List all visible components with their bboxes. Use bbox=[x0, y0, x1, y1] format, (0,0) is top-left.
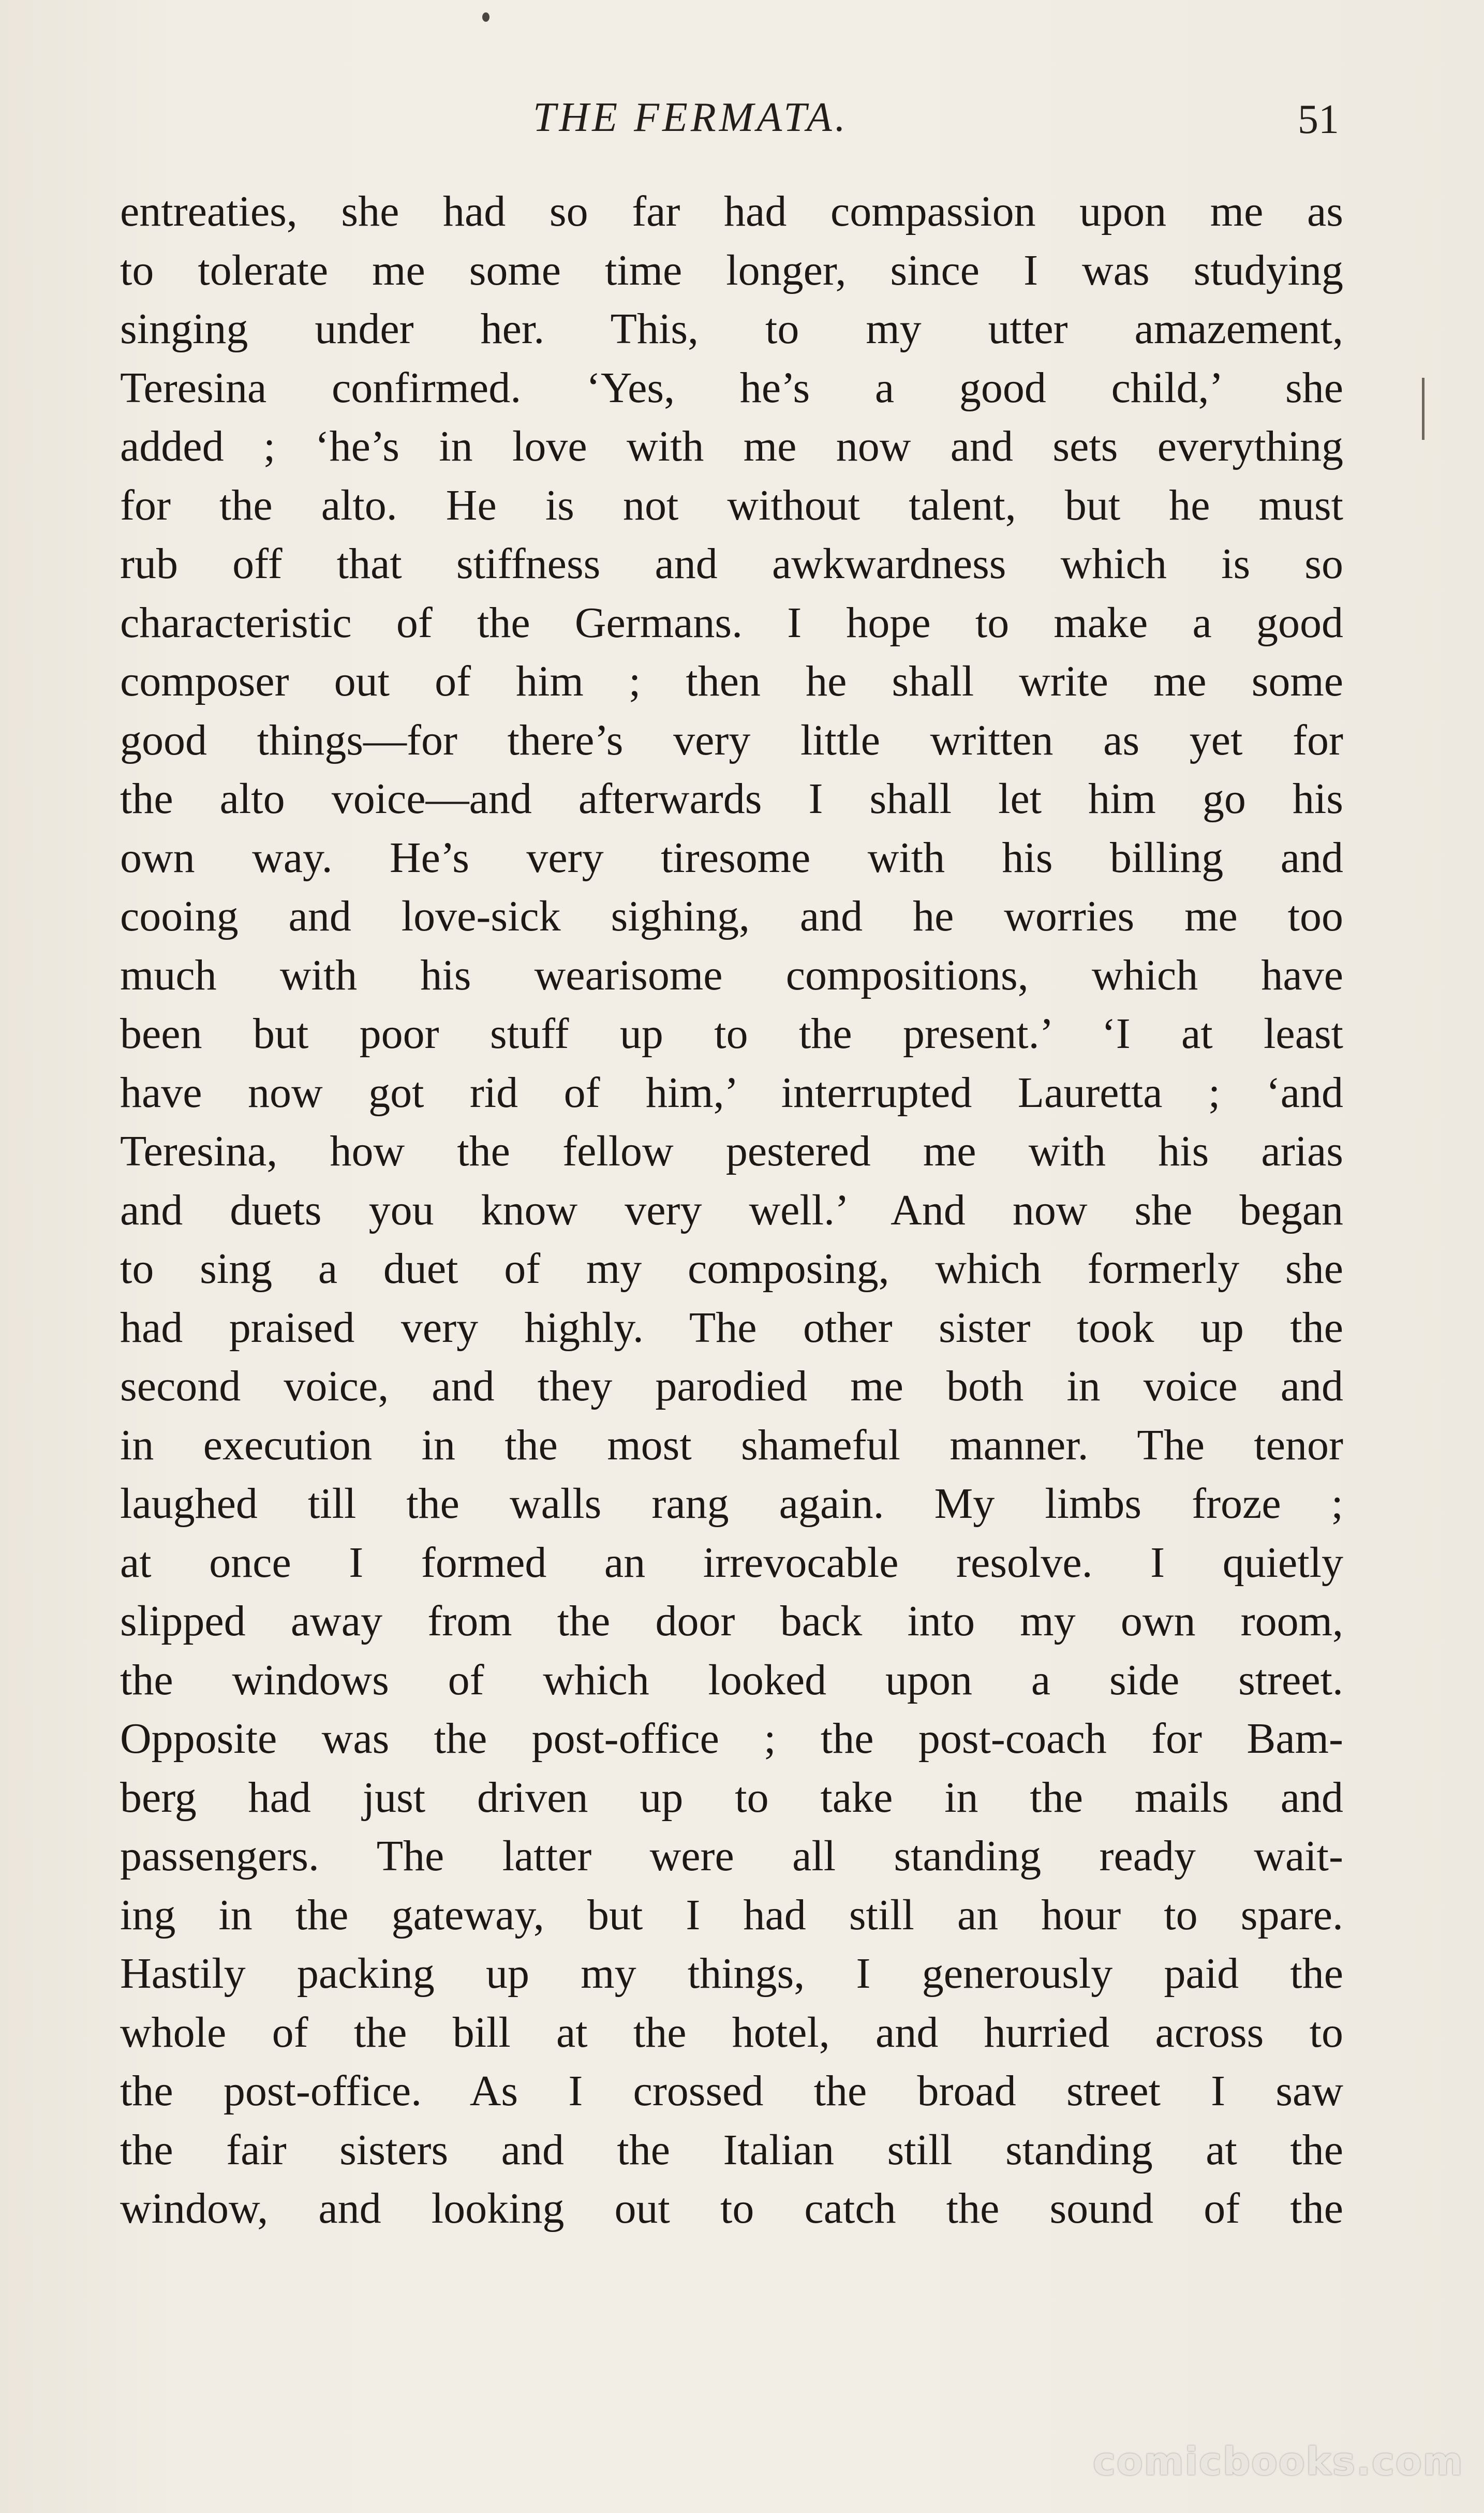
text-line: have now got rid of him,’ interrupted Lauretta ; ‘and bbox=[120, 1068, 1343, 1117]
text-line: good things—for there’s very little written as yet for bbox=[120, 716, 1343, 764]
text-line: Opposite was the post-office ; the post-coach for Bam- bbox=[120, 1714, 1343, 1763]
text-line: to tolerate me some time longer, since I was studying bbox=[120, 246, 1343, 294]
text-line: laughed till the walls rang again. My limbs froze ; bbox=[120, 1480, 1343, 1528]
text-line: Teresina, how the fellow pestered me with his arias bbox=[120, 1127, 1343, 1175]
text-line: cooing and love-sick sighing, and he worries me too bbox=[120, 892, 1343, 940]
watermark: comicbooks.com bbox=[1093, 2440, 1464, 2484]
page-number: 51 bbox=[1298, 97, 1339, 142]
text-line: the alto voice—and afterwards I shall let him go his bbox=[120, 775, 1343, 823]
ink-speck bbox=[482, 12, 489, 22]
text-line: the windows of which looked upon a side street. bbox=[120, 1655, 1343, 1704]
text-line: slipped away from the door back into my own room, bbox=[120, 1597, 1343, 1645]
text-line: Hastily packing up my things, I generously paid the bbox=[120, 1949, 1343, 1998]
text-line: window, and looking out to catch the sound of the bbox=[120, 2184, 1343, 2233]
body-text bbox=[120, 182, 1343, 2238]
text-line: Teresina confirmed. ‘Yes, he’s a good child,’ she bbox=[120, 363, 1343, 412]
text-line: had praised very highly. The other sister took up the bbox=[120, 1303, 1343, 1352]
text-line: whole of the bill at the hotel, and hurried across to bbox=[120, 2008, 1343, 2057]
text-line: composer out of him ; then he shall write me some bbox=[120, 657, 1343, 705]
text-line: passengers. The latter were all standing ready wait- bbox=[120, 1832, 1343, 1880]
text-line: for the alto. He is not without talent, but he must bbox=[120, 481, 1343, 529]
text-line: at once I formed an irrevocable resolve. I quietly bbox=[120, 1538, 1343, 1587]
running-title: THE FERMATA. bbox=[533, 95, 849, 140]
text-line: berg had just driven up to take in the mails and bbox=[120, 1773, 1343, 1822]
text-line: singing under her. This, to my utter amazement, bbox=[120, 305, 1343, 353]
text-line: in execution in the most shameful manner. The tenor bbox=[120, 1421, 1343, 1469]
text-line: the fair sisters and the Italian still standing at the bbox=[120, 2125, 1343, 2174]
text-line: entreaties, she had so far had compassion upon me as bbox=[120, 187, 1343, 235]
margin-mark bbox=[1422, 378, 1424, 440]
text-line: characteristic of the Germans. I hope to make a good bbox=[120, 598, 1343, 647]
text-line: to sing a duet of my composing, which formerly she bbox=[120, 1245, 1343, 1293]
text-line: own way. He’s very tiresome with his billing and bbox=[120, 833, 1343, 882]
running-head bbox=[0, 89, 1484, 146]
text-line: second voice, and they parodied me both in voice and bbox=[120, 1362, 1343, 1410]
text-line: been but poor stuff up to the present.’ ‘I at least bbox=[120, 1010, 1343, 1058]
text-line: added ; ‘he’s in love with me now and sets everything bbox=[120, 422, 1343, 470]
text-line: ing in the gateway, but I had still an hour to spare. bbox=[120, 1890, 1343, 1939]
text-line: rub off that stiffness and awkwardness which is so bbox=[120, 540, 1343, 588]
text-line: much with his wearisome compositions, which have bbox=[120, 951, 1343, 999]
text-line: the post-office. As I crossed the broad street I saw bbox=[120, 2067, 1343, 2115]
text-line: and duets you know very well.’ And now she began bbox=[120, 1186, 1343, 1234]
